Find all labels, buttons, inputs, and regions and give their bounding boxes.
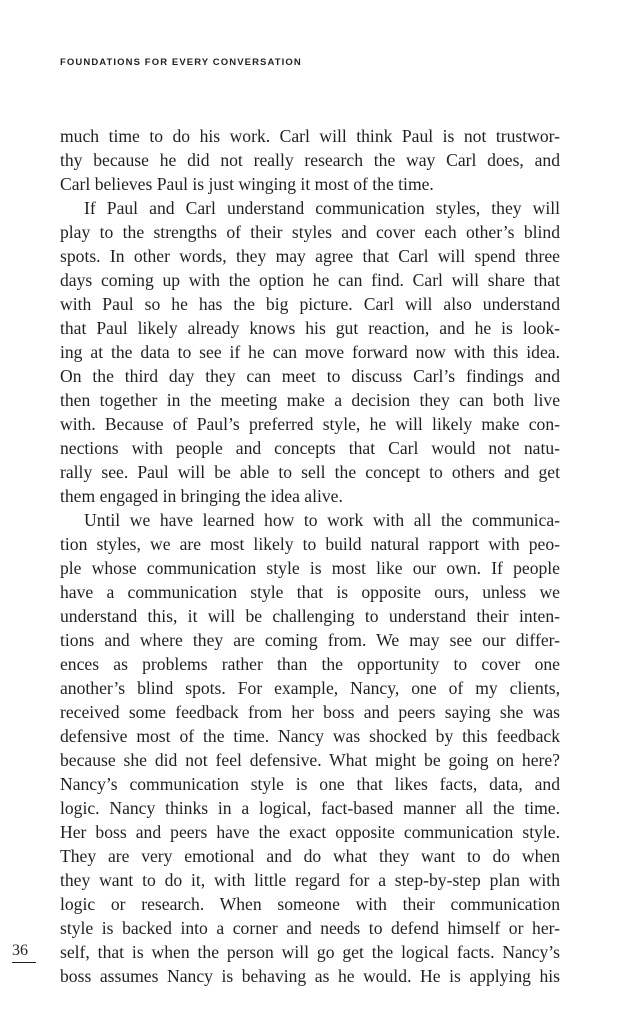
text-line: with Paul so he has the big picture. Carl will also understand (60, 294, 560, 314)
text-line: Until we have learned how to work with all the communica- (84, 510, 560, 530)
text-line: ing at the data to see if he can move forward now with this idea. (60, 342, 560, 362)
text-line: On the third day they can meet to discuss Carl’s findings and (60, 366, 560, 386)
text-line: days coming up with the option he can find. Carl will share that (60, 270, 560, 290)
text-line: they want to do it, with little regard for a step-by-step plan with (60, 870, 560, 890)
text-line: because she did not feel defensive. What might be going on here? (60, 750, 560, 770)
text-line: self, that is when the person will go get the logical facts. Nancy’s (60, 942, 560, 962)
text-line: Carl believes Paul is just winging it most of the time. (60, 174, 434, 194)
text-line: They are very emotional and do what they want to do when (60, 846, 560, 866)
text-line: logic. Nancy thinks in a logical, fact-based manner all the time. (60, 798, 560, 818)
text-line: another’s blind spots. For example, Nancy, one of my clients, (60, 678, 560, 698)
text-line: rally see. Paul will be able to sell the concept to others and get (60, 462, 560, 482)
page-number: 36 (12, 941, 36, 963)
text-line: If Paul and Carl understand communication styles, they will (84, 198, 560, 218)
text-line: them engaged in bringing the idea alive. (60, 486, 343, 506)
text-line: tion styles, we are most likely to build natural rapport with peo- (60, 534, 560, 554)
text-line: spots. In other words, they may agree that Carl will spend three (60, 246, 560, 266)
text-line: Nancy’s communication style is one that likes facts, data, and (60, 774, 560, 794)
text-line: ple whose communication style is most like our own. If people (60, 558, 560, 578)
text-line: play to the strengths of their styles and cover each other’s blind (60, 222, 560, 242)
body-text (60, 124, 560, 988)
text-line: then together in the meeting make a decision they can both live (60, 390, 560, 410)
paragraph (60, 196, 560, 508)
text-line: received some feedback from her boss and peers saying she was (60, 702, 560, 722)
text-line: Her boss and peers have the exact opposite communication style. (60, 822, 560, 842)
running-header: FOUNDATIONS FOR EVERY CONVERSATION (60, 57, 302, 68)
paragraph (60, 508, 560, 988)
text-line: nections with people and concepts that Carl would not natu- (60, 438, 560, 458)
text-line: ences as problems rather than the opportunity to cover one (60, 654, 560, 674)
text-line: logic or research. When someone with their communication (60, 894, 560, 914)
text-line: defensive most of the time. Nancy was shocked by this feedback (60, 726, 560, 746)
text-line: with. Because of Paul’s preferred style, he will likely make con- (60, 414, 560, 434)
text-line: much time to do his work. Carl will think Paul is not trustwor- (60, 126, 560, 146)
text-line: boss assumes Nancy is behaving as he would. He is applying his (60, 966, 560, 986)
text-line: tions and where they are coming from. We may see our differ- (60, 630, 560, 650)
text-line: style is backed into a corner and needs to defend himself or her- (60, 918, 560, 938)
text-line: understand this, it will be challenging to understand their inten- (60, 606, 560, 626)
text-line: that Paul likely already knows his gut reaction, and he is look- (60, 318, 560, 338)
paragraph (60, 124, 560, 196)
text-line: have a communication style that is opposite ours, unless we (60, 582, 560, 602)
text-line: thy because he did not really research the way Carl does, and (60, 150, 560, 170)
